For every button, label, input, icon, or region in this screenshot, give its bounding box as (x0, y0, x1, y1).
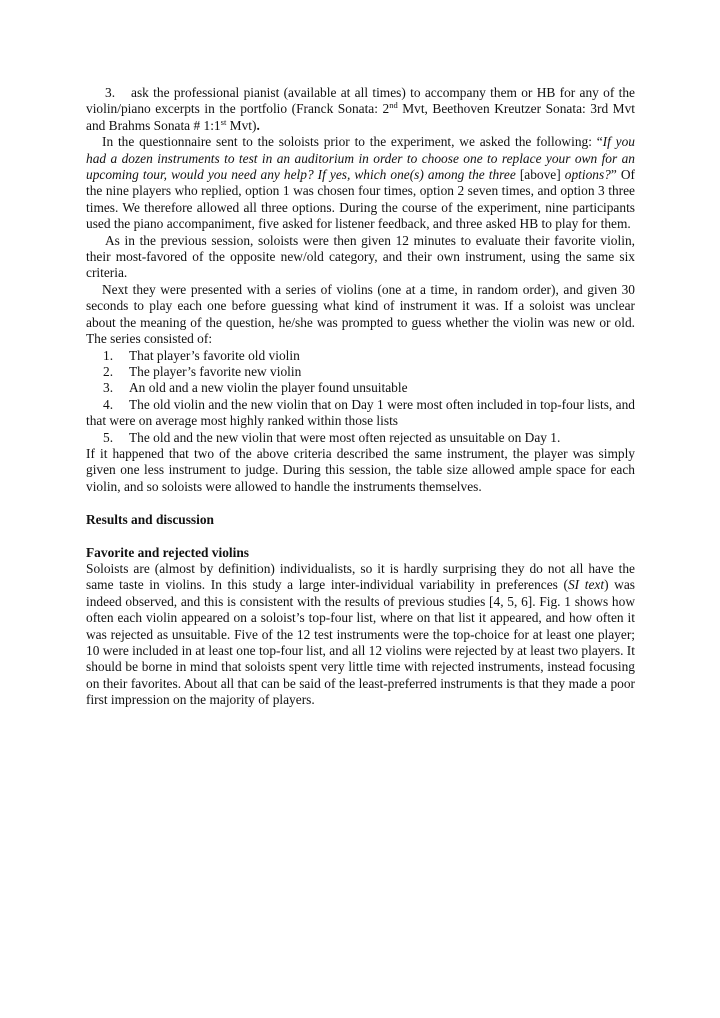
paragraph-previous-session: As in the previous session, soloists were then given 12 minutes to evaluate their favorite violin, their most-favored of the opposite new/old category, and their own instrument, using the same six criteria. (86, 232, 635, 281)
series-list (86, 348, 635, 446)
list-number: 3. (105, 85, 116, 100)
paragraph-if: If it happened that two of the above criteria described the same instrument, the player was simply given one less instrument to judge. During this session, the table size allowed ample space for each violin, and so soloists were allowed to handle the instruments themselves. (86, 445, 635, 494)
list-item: 5. The old and the new violin that were most often rejected as unsuitable on Day 1. (103, 429, 561, 445)
list-item: 2. The player’s favorite new violin (103, 363, 302, 379)
paragraph-soloists: Soloists are (almost by definition) individualists, so it is hardly surprising they do not all have the same taste in violins. In this study a large inter-individual variability in preferences (SI text) was indeed observed, and this is consistent with the results of previous studies [4, 5, 6]. Fig. 1 shows how often each violin appeared on a soloist’s top-four list, where on that list it appeared, and how often it was rejected as unsuitable. Five of the 12 test instruments were the top-choice for at least one player; 10 were included in at least one top-four list, and all 12 violins were rejected by at least two players. It should be borne in mind that soloists spent very little time with rejected instruments, instead focusing on their favorites. About all that can be said of the least-preferred instruments is that they made a poor first impression on the majority of players. (86, 560, 635, 708)
list-item-option-3: 3. ask the professional pianist (available at all times) to accompany them or HB for any of the violin/piano excerpts in the portfolio (Franck Sonata: 2nd Mvt, Beethoven Kreutzer Sonata: 3rd Mvt and Brahms Sonata # 1:1st Mvt). (86, 85, 635, 133)
body-text (86, 85, 635, 709)
spacer (86, 495, 635, 512)
list-item: 4. The old violin and the new violin that on Day 1 were most often included in top-four lists, and that were on average most highly ranked within those lists (86, 396, 635, 429)
subsection-heading: Favorite and rejected violins (86, 544, 250, 560)
list-item: 1. That player’s favorite old violin (103, 347, 300, 363)
paragraph-next: Next they were presented with a series of violins (one at a time, in random order), and given 30 seconds to play each one before guessing what kind of instrument it was. If a soloist was unclear about the meaning of the question, he/she was prompted to guess whether the violin was new or old. The series consisted of: (86, 281, 635, 347)
section-heading: Results and discussion (86, 512, 215, 528)
paragraph-questionnaire: In the questionnaire sent to the soloists prior to the experiment, we asked the following: “If you had a dozen instruments to test in an auditorium in order to choose one to replace your own for an upcoming tour, would you need any help? If yes, which one(s) among the three [above] options?” Of the nine players who replied, option 1 was chosen four times, option 2 seven times, and option 3 three times. We therefore allowed all three options. During the course of the experiment, nine participants used the piano accompaniment, five asked for listener feedback, and three asked HB to play for them. (86, 134, 635, 232)
list-item: 3. An old and a new violin the player found unsuitable (103, 380, 408, 396)
spacer (86, 529, 635, 545)
